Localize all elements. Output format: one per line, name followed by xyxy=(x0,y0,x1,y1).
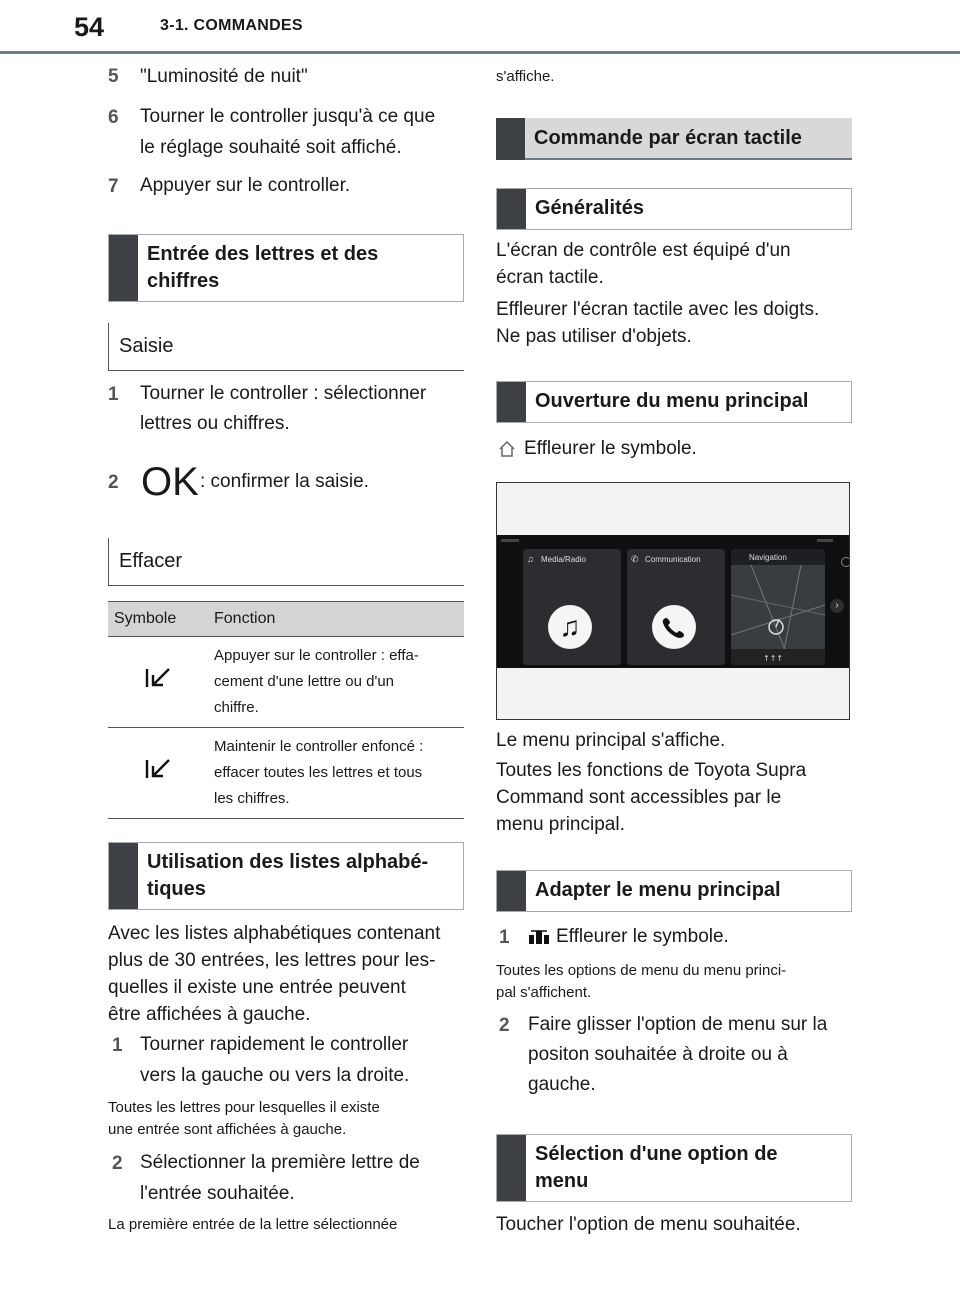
note xyxy=(496,960,786,1004)
section-title: 3-1. COMMANDES xyxy=(160,17,303,34)
paragraph xyxy=(496,296,819,350)
paragraph: Le menu principal s'affiche. xyxy=(496,730,726,751)
step-text: Tourner le controller : sélectionner xyxy=(140,383,427,404)
note xyxy=(108,1097,380,1141)
paragraph-line: Command sont accessibles par le xyxy=(496,787,782,808)
tile-media-radio[interactable] xyxy=(523,549,621,665)
table-cell-text: Maintenir le controller enfoncé : xyxy=(214,738,424,755)
table-row xyxy=(108,728,464,819)
step-text: "Luminosité de nuit" xyxy=(140,66,308,87)
step-number: 1 xyxy=(108,384,119,405)
step-text: Sélectionner la première lettre de xyxy=(140,1152,420,1173)
tile-label: Media/Radio xyxy=(541,555,586,564)
step-number: 5 xyxy=(108,66,119,87)
step-text: positon souhaitée à droite ou à xyxy=(528,1044,788,1065)
step-text: l'entrée souhaitée. xyxy=(140,1183,295,1204)
subheading-text: Effacer xyxy=(119,550,182,572)
paragraph-line: Ne pas utiliser d'objets. xyxy=(496,326,692,347)
music-icon: ♫ xyxy=(548,605,592,649)
heading-text: Commande par écran tactile xyxy=(534,127,802,149)
heading-text: menu xyxy=(535,1170,589,1192)
continued-text: s'affiche. xyxy=(496,68,555,85)
step-text: vers la gauche ou vers la droite. xyxy=(140,1065,410,1086)
paragraph xyxy=(108,920,440,1028)
table-cell-text: chiffre. xyxy=(214,699,259,716)
step-text: gauche. xyxy=(528,1074,596,1095)
map-view xyxy=(731,565,825,665)
paragraph-line: Effleurer l'écran tactile avec les doigts. xyxy=(496,299,820,320)
heading-box xyxy=(496,381,852,423)
tile-label: Navigation xyxy=(749,553,787,562)
home-icon xyxy=(498,440,516,458)
step-text: Tourner rapidement le controller xyxy=(140,1034,409,1055)
ok-symbol: OK xyxy=(141,460,199,504)
paragraph-line: Toutes les fonctions de Toyota Supra xyxy=(496,760,807,781)
step-text: Effleurer le symbole. xyxy=(556,926,729,947)
svg-text:↑↑↑: ↑↑↑ xyxy=(763,654,784,663)
table-cell-text: cement d'une lettre ou d'un xyxy=(214,673,395,690)
tile-communication[interactable] xyxy=(627,549,725,665)
phone-icon xyxy=(652,605,696,649)
step-text: : confirmer la saisie. xyxy=(200,471,369,492)
step-text: Tourner le controller jusqu'à ce que xyxy=(140,106,436,127)
tile-navigation[interactable] xyxy=(731,549,825,665)
heading-text: Généralités xyxy=(535,197,644,219)
table-cell-text: effacer toutes les lettres et tous xyxy=(214,764,423,781)
screen-illustration xyxy=(496,482,850,720)
subheading-saisie xyxy=(108,323,464,371)
paragraph-line: L'écran de contrôle est équipé d'un xyxy=(496,240,791,261)
step-text: Appuyer sur le controller. xyxy=(140,175,351,196)
paragraph-line: plus de 30 entrées, les lettres pour les- xyxy=(108,950,436,971)
table-cell-text: les chiffres. xyxy=(214,790,290,807)
header-rule xyxy=(0,51,960,54)
step-number: 1 xyxy=(112,1035,123,1056)
paragraph-line: quelles il existe une entrée peuvent xyxy=(108,977,406,998)
heading-text: Ouverture du menu principal xyxy=(535,390,809,412)
heading-bar xyxy=(497,871,526,911)
heading-box xyxy=(496,1134,852,1202)
step-number: 7 xyxy=(108,176,119,197)
heading-box xyxy=(108,234,464,302)
paragraph xyxy=(496,237,791,291)
heading-text: chiffres xyxy=(147,270,220,292)
note-icon: ♫ xyxy=(527,554,534,564)
table-header: Fonction xyxy=(208,602,464,637)
heading-bar xyxy=(497,382,526,422)
subheading-effacer xyxy=(108,538,464,586)
backspace-arrow-icon xyxy=(145,667,171,689)
chapter-heading xyxy=(496,118,852,160)
table-row xyxy=(108,637,464,728)
globe-icon xyxy=(841,557,850,567)
paragraph-line: écran tactile. xyxy=(496,267,604,288)
heading-bar xyxy=(109,843,138,909)
step-number: 2 xyxy=(108,472,119,493)
table-header: Symbole xyxy=(108,602,208,637)
paragraph-line: Avec les listes alphabétiques contenant xyxy=(108,923,441,944)
table-cell-text: Appuyer sur le controller : effa- xyxy=(214,647,419,664)
subheading-text: Saisie xyxy=(119,335,174,357)
phone-icon: ✆ xyxy=(631,554,639,564)
note: La première entrée de la lettre sélectionnée xyxy=(108,1216,398,1233)
arrange-icon xyxy=(528,929,550,945)
instruction-text: Effleurer le symbole. xyxy=(524,438,697,459)
step-text: lettres ou chiffres. xyxy=(140,413,290,434)
heading-text: Utilisation des listes alphabé- xyxy=(147,851,429,873)
heading-bar xyxy=(497,189,526,229)
paragraph-line: être affichées à gauche. xyxy=(108,1004,311,1025)
step-number: 2 xyxy=(499,1015,510,1036)
chevron-right-icon[interactable]: › xyxy=(830,599,844,613)
page-number: 54 xyxy=(74,12,105,42)
heading-box xyxy=(108,842,464,910)
status-bar-icon xyxy=(501,539,519,542)
heading-box xyxy=(496,870,852,912)
note-line: Toutes les options de menu du menu princi- xyxy=(496,962,787,979)
step-text: le réglage souhaité soit affiché. xyxy=(140,137,402,158)
screen-display xyxy=(497,535,850,668)
status-bar-icon xyxy=(817,539,833,542)
heading-box xyxy=(496,188,852,230)
symbol-table xyxy=(108,601,464,819)
heading-bar xyxy=(496,118,525,160)
step-number: 1 xyxy=(499,927,510,948)
heading-text: tiques xyxy=(147,878,206,900)
tile-label: Communication xyxy=(645,555,701,564)
instruction-text: Toucher l'option de menu souhaitée. xyxy=(496,1214,801,1235)
step-number: 6 xyxy=(108,107,119,128)
heading-text: Entrée des lettres et des xyxy=(147,243,379,265)
paragraph-line: menu principal. xyxy=(496,814,625,835)
note-line: une entrée sont affichées à gauche. xyxy=(108,1121,347,1138)
note-line: pal s'affichent. xyxy=(496,984,592,1001)
step-text: Faire glisser l'option de menu sur la xyxy=(528,1014,828,1035)
backspace-arrow-icon xyxy=(145,758,171,780)
note-line: Toutes les lettres pour lesquelles il existe xyxy=(108,1099,380,1116)
step-number: 2 xyxy=(112,1153,123,1174)
heading-text: Adapter le menu principal xyxy=(535,879,781,901)
heading-bar xyxy=(497,1135,526,1201)
heading-text: Sélection d'une option de xyxy=(535,1143,778,1165)
heading-bar xyxy=(109,235,138,301)
paragraph xyxy=(496,757,806,838)
